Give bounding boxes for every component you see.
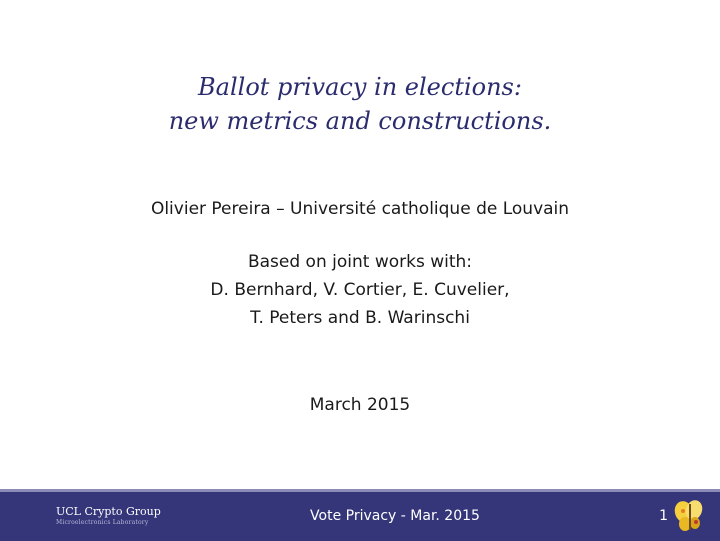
- page-number: 1: [659, 508, 668, 524]
- group-logo-text: UCL Crypto Group: [56, 505, 161, 518]
- coauthors-line-1: D. Bernhard, V. Cortier, E. Cuvelier,: [210, 280, 510, 300]
- presentation-date: March 2015: [309, 395, 411, 415]
- group-subtitle: Microelectronics Laboratory: [56, 519, 149, 526]
- butterfly-logo-icon: [670, 498, 710, 534]
- title-line-2: new metrics and constructions.: [168, 107, 552, 135]
- author-line: Olivier Pereira – Université catholique de Louvain: [150, 199, 570, 219]
- footer-short-title: Vote Privacy - Mar. 2015: [310, 508, 480, 524]
- coauthors-line-2: T. Peters and B. Warinschi: [250, 308, 470, 328]
- title-line-1: Ballot privacy in elections:: [198, 73, 522, 101]
- footer-bar: [0, 489, 720, 541]
- based-on-intro: Based on joint works with:: [247, 252, 473, 272]
